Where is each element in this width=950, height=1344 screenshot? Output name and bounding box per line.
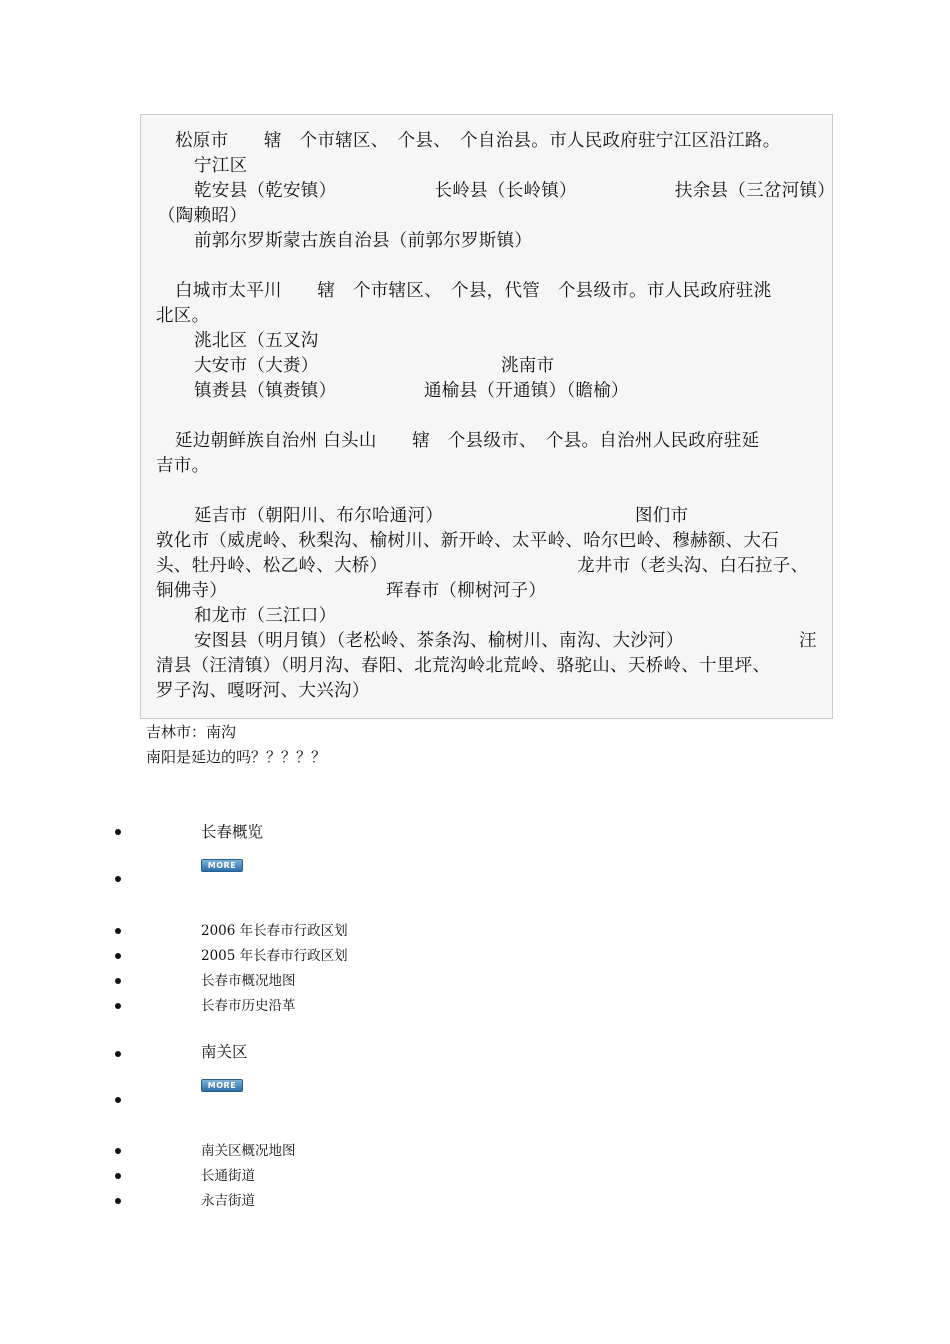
link-item[interactable]: 长春市概况地图 bbox=[201, 973, 296, 989]
text-line: 敦化市（威虎岭、秋梨沟、榆树川、新开岭、太平岭、哈尔巴岭、穆赫额、大石 bbox=[156, 531, 779, 551]
link-item[interactable]: 长春市历史沿革 bbox=[201, 998, 296, 1014]
text-line: 镇赉县（镇赉镇） bbox=[194, 381, 337, 401]
bullet bbox=[115, 1097, 121, 1103]
text-line: 通榆县（开通镇）（瞻榆） bbox=[424, 381, 629, 401]
text-line: 珲春市（柳树河子） bbox=[386, 581, 547, 601]
content-box bbox=[140, 114, 836, 719]
text-line: 延吉市（朝阳川、布尔哈通河） bbox=[194, 506, 444, 526]
more-button[interactable]: MORE bbox=[201, 859, 243, 872]
bullet bbox=[115, 1003, 121, 1009]
text-line: 白城市太平川 辖 个市辖区、 个县，代管 个县级市。市人民政府驻洮 bbox=[175, 281, 772, 301]
text-line: 洮北区（五叉沟 bbox=[194, 331, 319, 351]
link-item[interactable]: 2006 年长春市行政区划 bbox=[201, 923, 348, 939]
text-line: 松原市 辖 个市辖区、 个县、 个自治县。市人民政府驻宁江区沿江路。 bbox=[175, 131, 781, 151]
text-line: 罗子沟、嘎呀河、大兴沟） bbox=[156, 681, 370, 701]
bullet bbox=[115, 1173, 121, 1179]
text-line: 洮南市 bbox=[501, 356, 555, 376]
link-item[interactable]: 永吉街道 bbox=[201, 1193, 255, 1209]
more-button[interactable]: MORE bbox=[201, 1079, 243, 1092]
text-line: 宁江区 bbox=[194, 156, 248, 176]
link-item[interactable]: 2005 年长春市行政区划 bbox=[201, 948, 348, 964]
bullet bbox=[115, 1148, 121, 1154]
note-line: 吉林市：南沟 bbox=[146, 723, 237, 741]
text-line: 图们市 bbox=[635, 506, 689, 526]
link-item[interactable]: 长通街道 bbox=[201, 1168, 255, 1184]
text-line: 龙井市（老头沟、白石拉子、 bbox=[577, 556, 809, 576]
text-line: 前郭尔罗斯蒙古族自治县（前郭尔罗斯镇） bbox=[194, 231, 533, 251]
text-line: 头、牡丹岭、松乙岭、大桥） bbox=[156, 556, 388, 576]
note-line: 南阳是延边的吗？？？？？ bbox=[146, 748, 327, 766]
text-line: 汪 bbox=[799, 631, 817, 651]
text-line: 乾安县（乾安镇） 长岭县（长岭镇） 扶余县（三岔河镇） bbox=[194, 181, 836, 201]
bullet bbox=[115, 1051, 121, 1057]
text-line: （陶赖昭） bbox=[158, 206, 247, 226]
text-line: 北区。 bbox=[156, 306, 210, 326]
bullet bbox=[115, 928, 121, 934]
text-line: 安图县（明月镇）（老松岭、茶条沟、榆树川、南沟、大沙河） bbox=[194, 631, 684, 651]
text-line: 大安市（大赉） bbox=[194, 356, 319, 376]
text-line: 铜佛寺） bbox=[156, 581, 228, 601]
bullet bbox=[115, 829, 121, 835]
text-line: 延边朝鲜族自治州 白头山 辖 个县级市、 个县。自治州人民政府驻延 bbox=[175, 431, 760, 451]
text-line: 吉市。 bbox=[156, 456, 210, 476]
section-title-nanguan[interactable]: 南关区 bbox=[201, 1043, 248, 1061]
bullet bbox=[115, 953, 121, 959]
link-item[interactable]: 南关区概况地图 bbox=[201, 1143, 296, 1159]
bullet bbox=[115, 1198, 121, 1204]
section-title-changchun[interactable]: 长春概览 bbox=[201, 823, 264, 841]
bullet bbox=[115, 978, 121, 984]
bullet bbox=[115, 876, 121, 882]
text-line: 清县（汪清镇）（明月沟、春阳、北荒沟岭北荒岭、骆驼山、天桥岭、十里坪、 bbox=[156, 656, 771, 676]
text-line: 和龙市（三江口） bbox=[194, 606, 337, 626]
